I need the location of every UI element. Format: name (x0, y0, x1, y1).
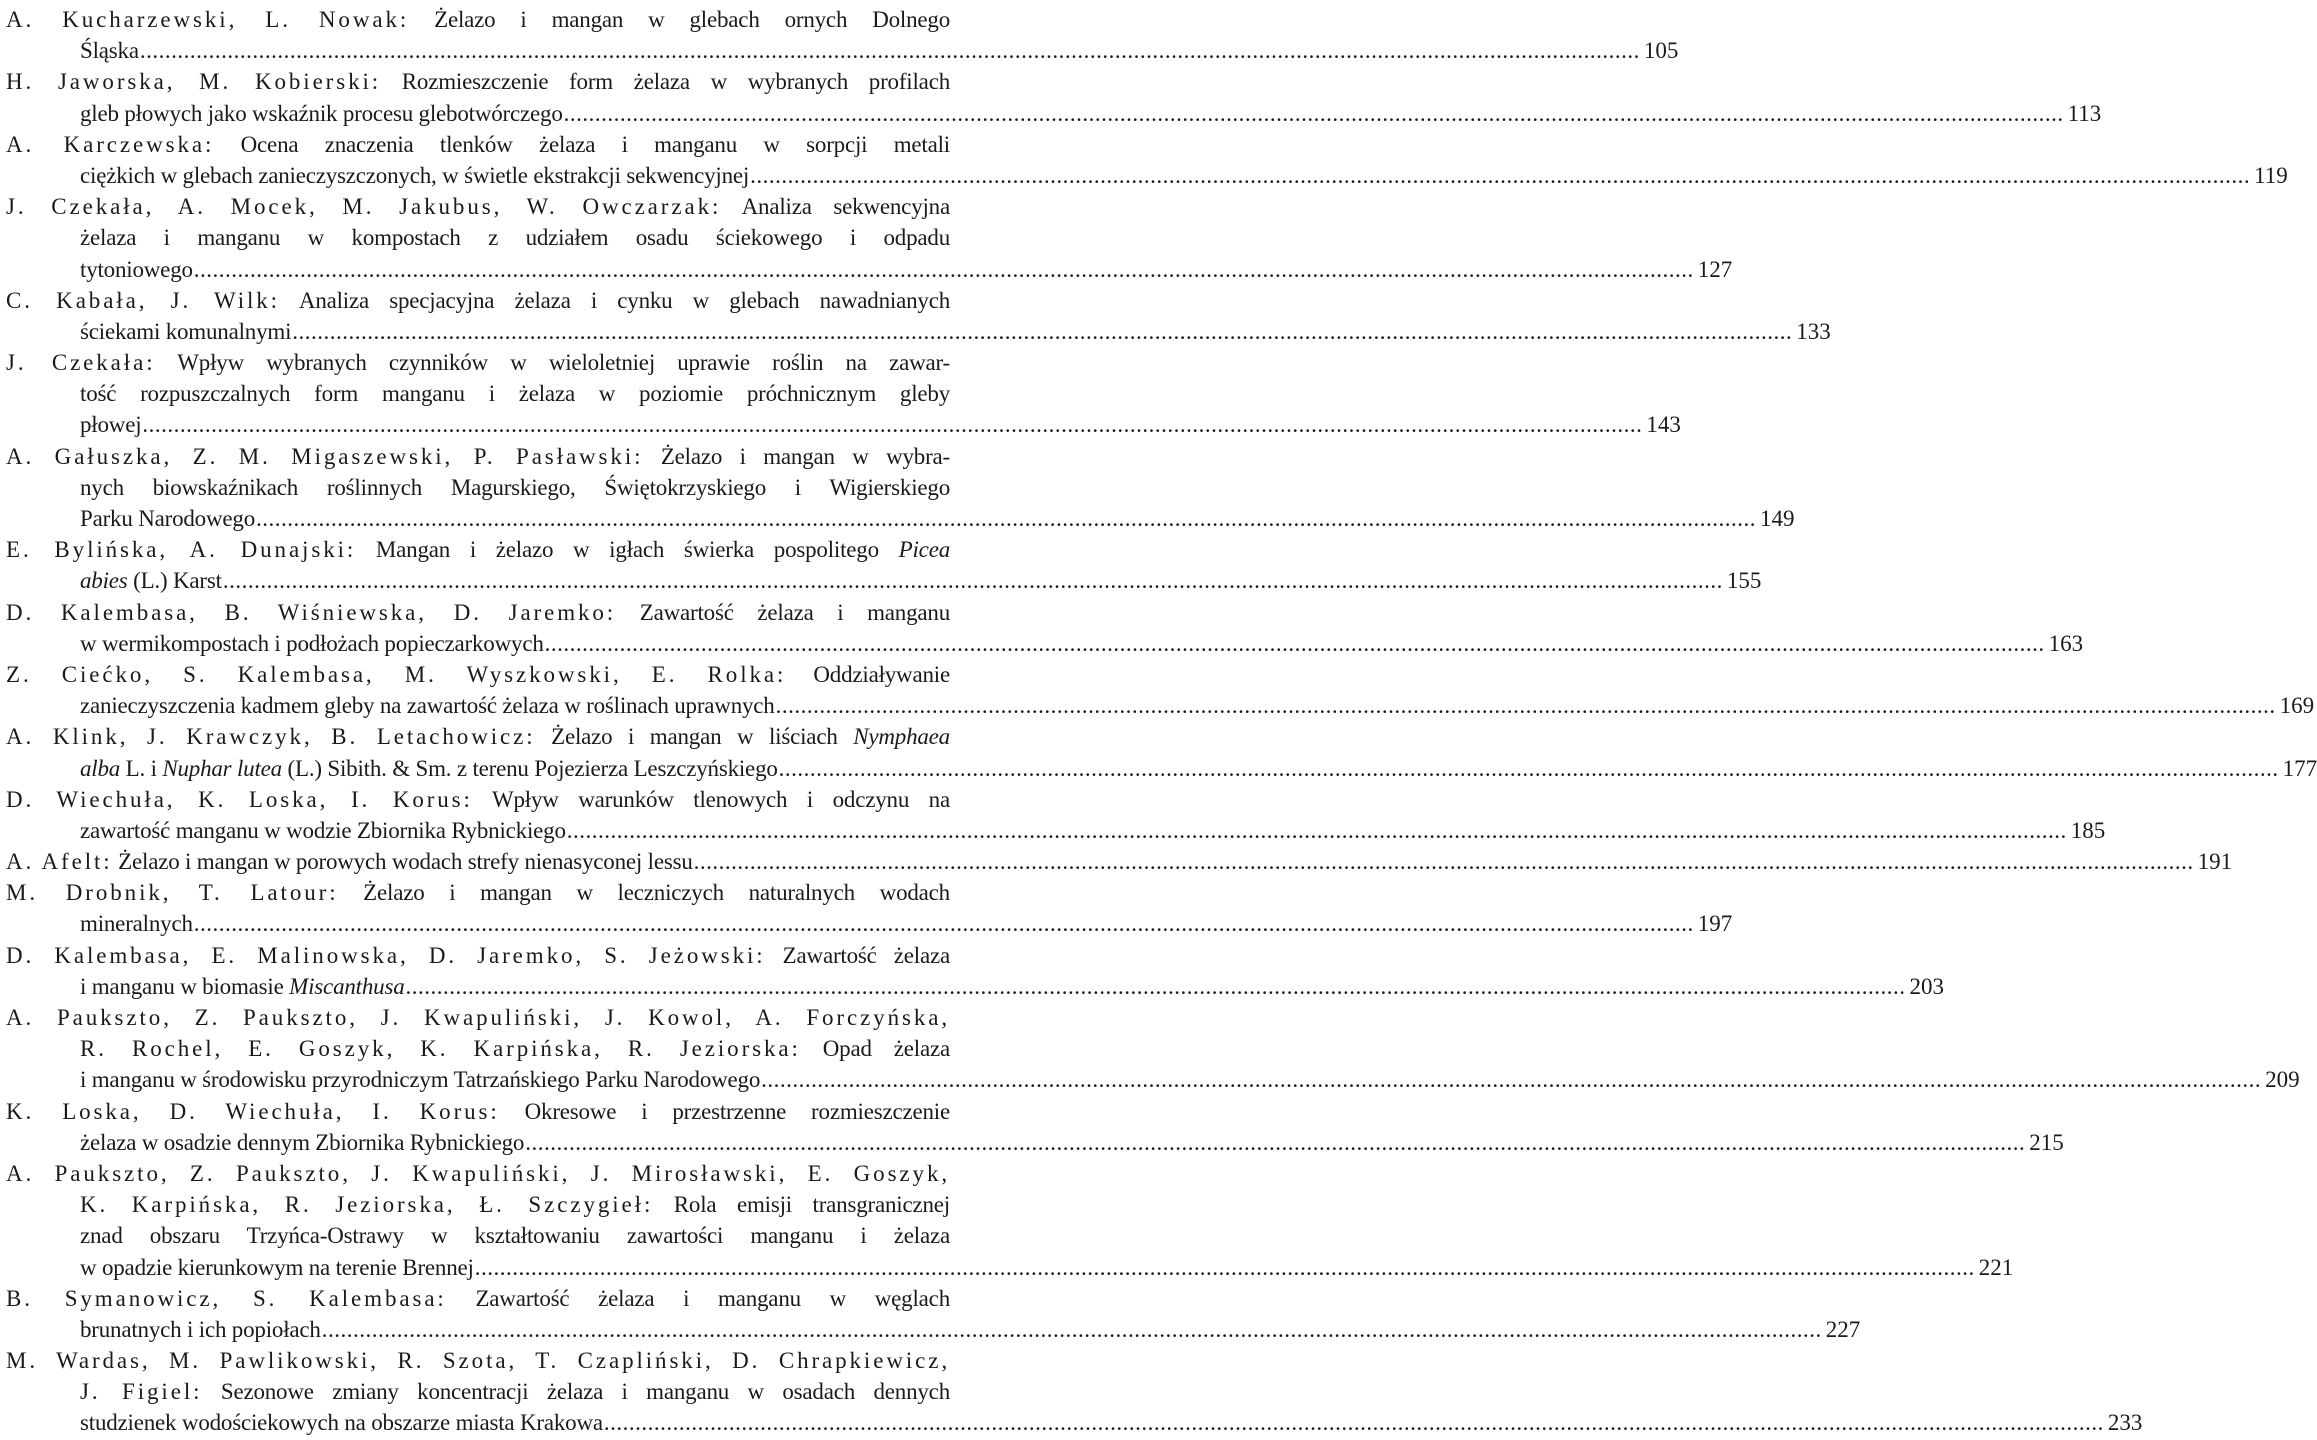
entry-title: zanieczyszczenia kadmem gleby na zawartość żelaza w roślinach uprawnych (80, 693, 775, 719)
entry-title: Żelazo i mangan w porowych wodach strefy nienasyconej lessu (112, 849, 693, 875)
toc-entry-text (6, 534, 950, 565)
dot-leader: ................................................................................................................................................................................................................................................ (321, 1316, 1822, 1342)
toc-entry-line (6, 784, 950, 815)
entry-title: w wermikompostach i podłożach popieczarkowych (80, 630, 544, 656)
toc-entry (6, 1158, 2014, 1283)
entry-authors: D. Wiechuła, K. Loska, I. Korus: (6, 786, 473, 812)
toc-entry (6, 659, 2315, 721)
toc-entry-text (6, 4, 950, 35)
page-number: 119 (2254, 162, 2288, 188)
page-number: 233 (2107, 1410, 2143, 1436)
toc-entry-text (6, 441, 950, 472)
toc-entry-text (80, 1376, 950, 1407)
toc-entry-text (80, 160, 749, 191)
toc-entry-text (6, 1158, 950, 1189)
entry-title-italic: Miscanthusa (289, 973, 405, 999)
dot-leader: ................................................................................................................................................................................................................................................ (544, 630, 2045, 656)
entry-title-italic: Picea (898, 537, 950, 563)
toc-entry-line (6, 597, 950, 628)
toc-entry-text (6, 597, 950, 628)
toc-entry (6, 1096, 2064, 1158)
toc-entry-line (6, 534, 950, 565)
entry-title: ściekami komunalnymi (80, 318, 292, 344)
entry-title-italic: Nymphaea (853, 724, 950, 750)
page-number: 105 (1643, 38, 1679, 64)
toc-entry-line (6, 659, 950, 690)
entry-title: Wpływ wybranych czynników w wieloletniej uprawie roślin na zawar- (155, 350, 950, 376)
page-number: 227 (1825, 1316, 1861, 1342)
dot-leader: ................................................................................................................................................................................................................................................ (761, 1067, 2262, 1093)
entry-authors: A. Karczewska: (6, 131, 215, 157)
entry-title: Oddziaływanie (786, 661, 950, 687)
toc-entry-text (6, 191, 950, 222)
toc-entry-line (6, 1252, 2014, 1283)
toc-entry-text (80, 378, 950, 409)
page-number: 221 (1978, 1254, 2014, 1280)
toc-entry-line (6, 1158, 950, 1189)
toc-entry-text (80, 908, 193, 939)
entry-authors: D. Kalembasa, E. Malinowska, D. Jaremko, S. Jeżowski: (6, 942, 766, 968)
entry-title-italic: abies (80, 568, 128, 594)
toc-entry-line (6, 753, 2317, 784)
toc-entry-text (80, 35, 139, 66)
entry-title: Ocena znaczenia tlenków żelaza i manganu w sorpcji metali (214, 131, 950, 157)
toc-entry-line (6, 160, 2288, 191)
toc-entry-text (80, 1314, 321, 1345)
entry-authors: M. Wardas, M. Pawlikowski, R. Szota, T. Czapliński, D. Chrapkiewicz, (6, 1348, 950, 1374)
entry-title: żelaza w osadzie dennym Zbiornika Rybnickiego (80, 1129, 525, 1155)
entry-title: Parku Narodowego (80, 506, 256, 531)
entry-title: Sezonowe zmiany koncentracji żelaza i manganu w osadach dennych (202, 1379, 950, 1405)
entry-title: Analiza sekwencyjna (721, 194, 950, 220)
toc-entry (6, 721, 2317, 783)
entry-title: tość rozpuszczalnych form manganu i żelaza w poziomie próchnicznym gleby (80, 381, 950, 407)
toc-entry-line (6, 940, 950, 971)
entry-title: Zawartość żelaza (765, 942, 950, 968)
entry-title: Śląska (80, 38, 139, 64)
toc-entry-line (6, 971, 1945, 1002)
entry-title: Żelazo i mangan w wybra- (643, 443, 951, 469)
entry-title: żelaza i manganu w kompostach z udziałem osadu ściekowego i odpadu (80, 225, 950, 251)
page-number: 197 (1697, 911, 1733, 937)
toc-entry-text (80, 690, 775, 721)
toc-entry-line (6, 316, 1831, 347)
toc-entry-text (80, 815, 566, 846)
toc-entry-text (80, 971, 405, 1002)
entry-title: Opad żelaza (800, 1036, 950, 1062)
toc-entry-text (80, 565, 222, 596)
toc-entry-text (80, 98, 563, 129)
toc-entry-text (6, 721, 950, 752)
page-number: 155 (1726, 568, 1762, 594)
toc-entry-text (80, 628, 544, 659)
toc-entry-line (6, 1407, 2143, 1438)
entry-authors: Z. Ciećko, S. Kalembasa, M. Wyszkowski, E. Rolka: (6, 661, 787, 687)
entry-title: tytoniowego (80, 256, 193, 282)
entry-title: Okresowe i przestrzenne rozmieszczenie (499, 1098, 950, 1124)
toc-entry-line (6, 1002, 950, 1033)
toc-entry-text (6, 784, 950, 815)
toc-entry (6, 129, 2288, 191)
toc-entry-line (6, 35, 1679, 66)
entry-authors: H. Jaworska, M. Kobierski: (6, 69, 382, 95)
toc-entry-text (6, 846, 693, 877)
toc-entry-text (80, 1189, 950, 1220)
page-number: 169 (2279, 693, 2315, 719)
toc-entry-line (6, 1376, 950, 1407)
toc-entry-line (6, 409, 1681, 440)
toc-entry-line (6, 254, 1733, 285)
toc-entry-line (6, 1314, 1861, 1345)
toc-entry (6, 191, 1733, 285)
entry-title-italic: alba (80, 755, 121, 781)
toc-entry-text (80, 753, 778, 784)
toc-entry (6, 846, 2233, 877)
toc-entry-line (6, 1064, 2300, 1095)
toc-entry-line (6, 98, 2102, 129)
toc-entry-line (6, 191, 950, 222)
entry-authors: R. Rochel, E. Goszyk, K. Karpińska, R. Jeziorska: (80, 1036, 801, 1062)
page-number: 143 (1646, 412, 1681, 438)
toc-entry-text (6, 659, 950, 690)
entry-title: Zawartość żelaza i manganu w węglach (446, 1285, 950, 1311)
entry-title: i manganu w środowisku przyrodniczym Tatrzańskiego Parku Narodowego (80, 1067, 761, 1093)
toc-entry-line (6, 908, 1733, 939)
dot-leader: ................................................................................................................................................................................................................................................ (750, 162, 2251, 188)
entry-title: Zawartość żelaza i manganu (616, 599, 951, 625)
entry-title: (L.) Karst (127, 568, 222, 594)
toc-entry-text (6, 1002, 950, 1033)
toc-entry-text (6, 1283, 950, 1314)
entry-authors: A. Paukszto, Z. Paukszto, J. Kwapuliński, J. Mirosławski, E. Goszyk, (6, 1160, 950, 1186)
toc-entry-text (80, 316, 291, 347)
entry-title: nych biowskaźnikach roślinnych Magurskiego, Świętokrzyskiego i Wigierskiego (80, 474, 950, 500)
entry-title: mineralnych (80, 911, 193, 937)
page-number: 215 (2029, 1129, 2064, 1155)
toc-entry-text (80, 1127, 524, 1158)
entry-authors: E. Bylińska, A. Dunajski: (6, 537, 357, 563)
toc-entry-line (6, 877, 950, 908)
toc-entry-line (6, 721, 950, 752)
toc-entry (6, 1345, 2143, 1439)
entry-authors: A. Afelt: (6, 849, 113, 875)
entry-authors: K. Loska, D. Wiechuła, I. Korus: (6, 1098, 500, 1124)
page-number: 191 (2197, 849, 2233, 875)
entry-authors: M. Drobnik, T. Latour: (6, 880, 339, 906)
entry-title: i manganu w biomasie (80, 973, 290, 999)
entry-title: (L.) Sibith. & Sm. z terenu Pojezierza Leszczyńskiego (281, 755, 778, 781)
toc-entry-line (6, 129, 950, 160)
toc-entry-text (6, 347, 950, 378)
toc-entry (6, 347, 1681, 441)
toc-entry-line (6, 846, 2233, 877)
entry-title: Żelazo i mangan w leczniczych naturalnych wodach (338, 880, 950, 906)
toc-entry-line (6, 1127, 2064, 1158)
page-number: 203 (1909, 973, 1945, 999)
toc-entry-text (6, 877, 950, 908)
dot-leader: ................................................................................................................................................................................................................................................ (142, 412, 1643, 438)
toc-entry-text (80, 472, 950, 503)
entry-title: ciężkich w glebach zanieczyszczonych, w świetle ekstrakcji sekwencyjnej (80, 162, 750, 188)
dot-leader: ................................................................................................................................................................................................................................................ (563, 100, 2064, 126)
entry-authors: K. Karpińska, R. Jeziorska, Ł. Szczygieł: (80, 1192, 654, 1218)
page-number: 185 (2070, 817, 2106, 843)
entry-title: Żelazo i mangan w glebach ornych Dolnego (409, 7, 951, 32)
toc-entry-line (6, 503, 1795, 534)
toc-entry-line (6, 1096, 950, 1127)
toc-entry-line (6, 378, 950, 409)
page-number: 163 (2048, 630, 2084, 656)
toc-entry-text (80, 409, 141, 440)
toc-entry-line (6, 285, 950, 316)
entry-authors: D. Kalembasa, B. Wiśniewska, D. Jaremko: (6, 599, 617, 625)
toc-entry-line (6, 690, 2315, 721)
toc-entry-line (6, 565, 1762, 596)
toc-entry-text (6, 285, 950, 316)
dot-leader: ................................................................................................................................................................................................................................................ (256, 506, 1757, 531)
entry-title: Analiza specjacyjna żelaza i cynku w glebach nawadnianych (279, 287, 950, 313)
entry-authors: A. Gałuszka, Z. M. Migaszewski, P. Pasławski: (6, 443, 644, 469)
entry-title: zawartość manganu w wodzie Zbiornika Rybnickiego (80, 817, 566, 843)
entry-title: Rola emisji transgranicznej (653, 1192, 950, 1218)
toc-entry-line (6, 1283, 950, 1314)
page-number: 113 (2067, 100, 2102, 126)
entry-authors: J. Figiel: (80, 1379, 203, 1405)
toc-entry (6, 441, 1795, 535)
toc-entry-line (6, 815, 2106, 846)
dot-leader: ................................................................................................................................................................................................................................................ (193, 911, 1694, 937)
toc-entry-line (6, 4, 950, 35)
toc-entry-text (6, 66, 950, 97)
entry-authors: J. Czekała: (6, 350, 156, 376)
toc-entry-line (6, 1345, 950, 1376)
entry-authors: J. Czekała, A. Mocek, M. Jakubus, W. Owczarzak: (6, 194, 722, 220)
dot-leader: ................................................................................................................................................................................................................................................ (292, 318, 1793, 344)
entry-authors: A. Klink, J. Krawczyk, B. Letachowicz: (6, 724, 536, 750)
entry-authors: C. Kabała, J. Wilk: (6, 287, 280, 313)
dot-leader: ................................................................................................................................................................................................................................................ (775, 693, 2276, 719)
toc-entry-text (80, 503, 255, 534)
toc-entry-line (6, 441, 950, 472)
dot-leader: ................................................................................................................................................................................................................................................ (603, 1410, 2104, 1436)
toc-entry (6, 940, 1945, 1002)
page-number: 127 (1697, 256, 1733, 282)
toc-entry (6, 784, 2106, 846)
entry-title: Mangan i żelazo w igłach świerka pospolitego (356, 537, 899, 563)
toc-entry-text (6, 1096, 950, 1127)
toc-entry-text (80, 1252, 474, 1283)
toc-entry-line (6, 472, 950, 503)
toc-entry-line (6, 1189, 950, 1220)
toc-entry-text (80, 1033, 950, 1064)
toc-entry-line (6, 347, 950, 378)
entry-title-italic: Nuphar lutea (162, 755, 282, 781)
entry-authors: A. Kucharzewski, L. Nowak: (6, 7, 410, 32)
entry-authors: B. Symanowicz, S. Kalembasa: (6, 1285, 447, 1311)
toc-entry (6, 597, 2084, 659)
dot-leader: ................................................................................................................................................................................................................................................ (474, 1254, 1975, 1280)
toc-entry (6, 66, 2102, 128)
page-number: 149 (1760, 506, 1795, 531)
toc-entry (6, 534, 1762, 596)
entry-title: Rozmieszczenie form żelaza w wybranych profilach (381, 69, 950, 95)
toc-entry-line (6, 628, 2084, 659)
toc-entry-text (80, 222, 950, 253)
dot-leader: ................................................................................................................................................................................................................................................ (193, 256, 1694, 282)
toc-entry-line (6, 66, 950, 97)
dot-leader: ................................................................................................................................................................................................................................................ (139, 38, 1640, 64)
page-number: 177 (2282, 755, 2317, 781)
toc-entry-text (80, 1064, 760, 1095)
toc-entry-line (6, 1033, 950, 1064)
toc-entry-text (80, 1220, 950, 1251)
toc-entry-line (6, 222, 950, 253)
toc-entry (6, 877, 1733, 939)
entry-title: Wpływ warunków tlenowych i odczynu na (472, 786, 950, 812)
toc-entry-text (80, 1407, 603, 1438)
entry-title: brunatnych i ich popiołach (80, 1316, 321, 1342)
toc-entry (6, 4, 1679, 66)
entry-title: znad obszaru Trzyńca-Ostrawy w kształtowaniu zawartości manganu i żelaza (80, 1223, 950, 1249)
entry-title: gleb płowych jako wskaźnik procesu glebotwórczego (80, 100, 563, 126)
entry-title: Żelazo i mangan w liściach (535, 724, 854, 750)
dot-leader: ................................................................................................................................................................................................................................................ (566, 817, 2067, 843)
toc-entry-text (6, 1345, 950, 1376)
toc-entry-text (80, 254, 193, 285)
toc-entry-text (6, 940, 950, 971)
toc-entry-text (6, 129, 950, 160)
dot-leader: ................................................................................................................................................................................................................................................ (693, 849, 2194, 875)
dot-leader: ................................................................................................................................................................................................................................................ (405, 973, 1906, 999)
entry-authors: A. Paukszto, Z. Paukszto, J. Kwapuliński, J. Kowol, A. Forczyńska, (6, 1005, 950, 1030)
dot-leader: ................................................................................................................................................................................................................................................ (525, 1129, 2026, 1155)
toc-entry (6, 285, 1831, 347)
toc-entry (6, 1002, 2300, 1096)
entry-title: w opadzie kierunkowym na terenie Brennej (80, 1254, 474, 1280)
dot-leader: ................................................................................................................................................................................................................................................ (778, 755, 2279, 781)
dot-leader: ................................................................................................................................................................................................................................................ (222, 568, 1723, 594)
toc-entry (6, 1283, 1861, 1345)
entry-title: płowej (80, 412, 142, 438)
entry-title: L. i (120, 755, 163, 781)
page-number: 133 (1796, 318, 1831, 344)
page-number: 209 (2265, 1067, 2300, 1093)
entry-title: studzienek wodościekowych na obszarze miasta Krakowa (80, 1410, 603, 1436)
toc-entry-line (6, 1220, 950, 1251)
